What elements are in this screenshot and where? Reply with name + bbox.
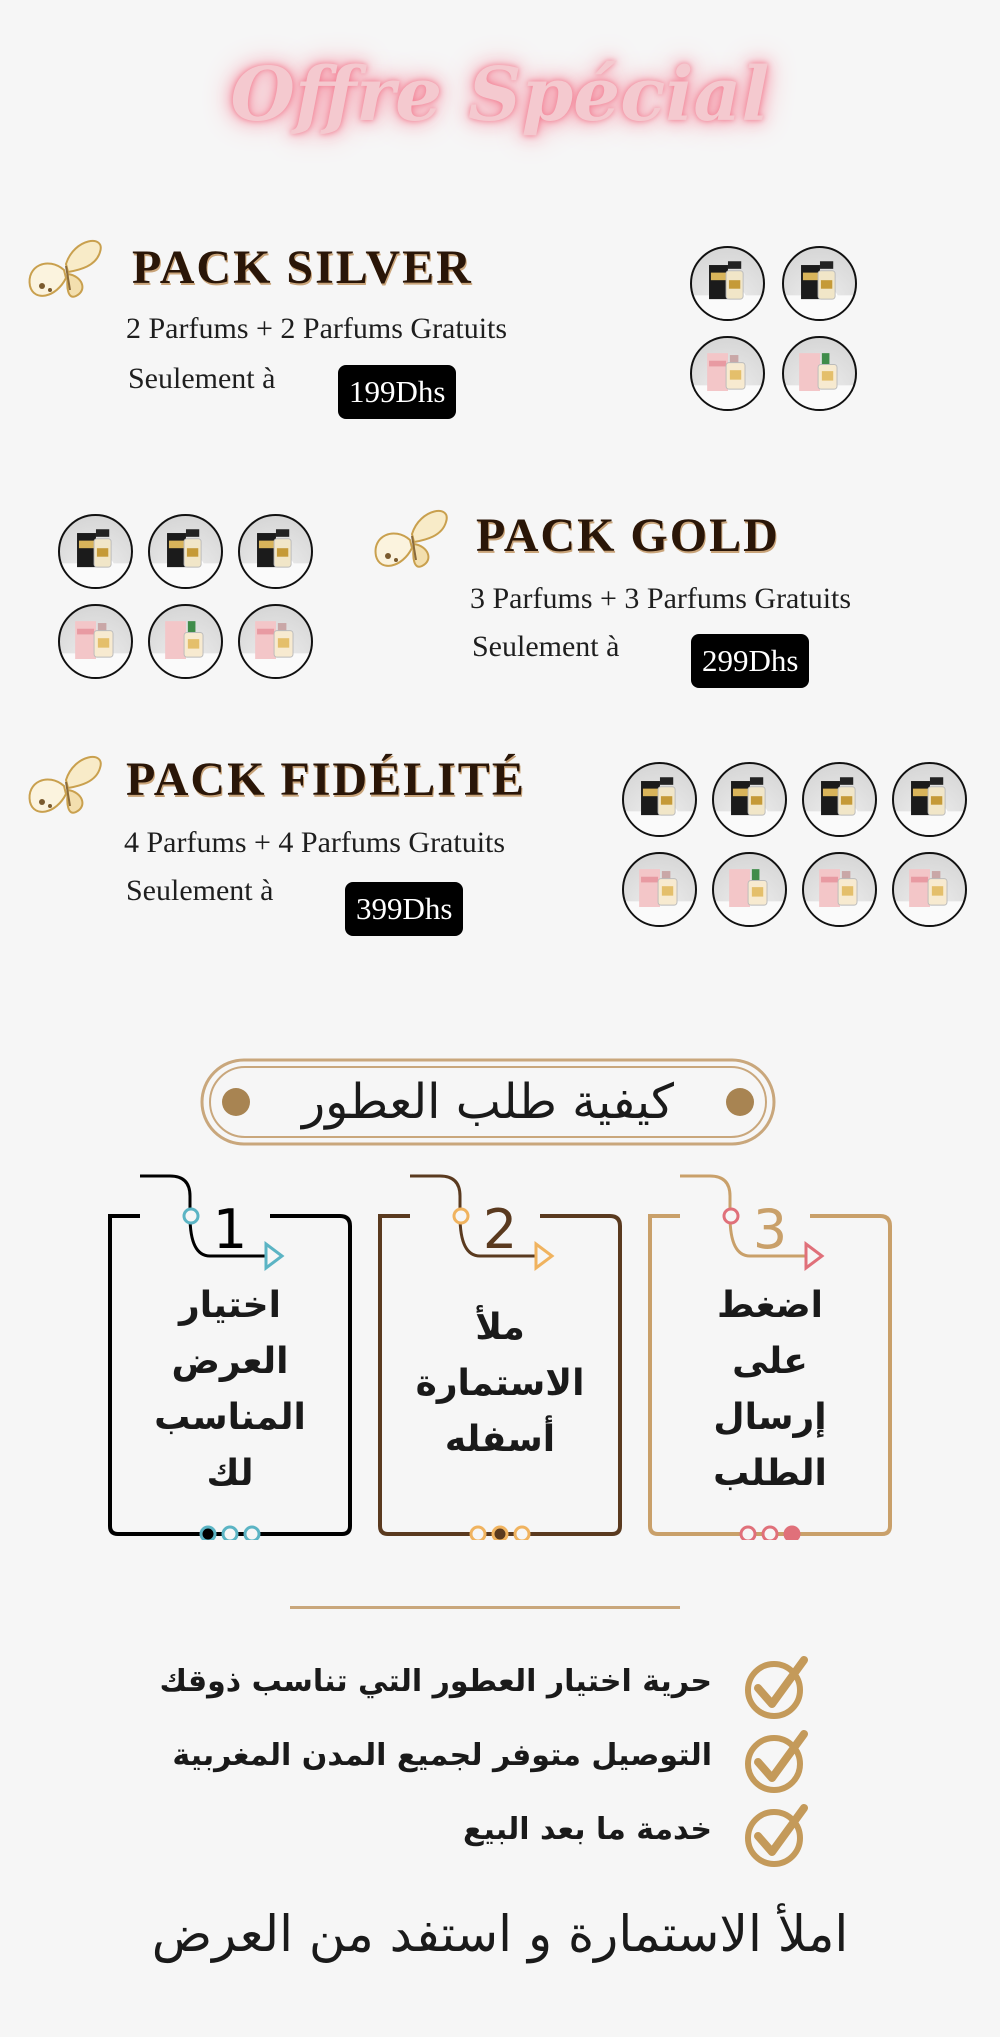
perfume-bottle-icon [622, 852, 697, 927]
step-3-text: اضغط على إرسال الطلب [713, 1285, 827, 1494]
checkmark-icon [740, 1800, 810, 1870]
perfume-bottle-icon [782, 246, 857, 321]
page-title: Offre Spécial [230, 52, 770, 138]
how-to-order-title: كيفية طلب العطور [301, 1074, 675, 1130]
pack-gold-title: PACK GOLD [476, 509, 780, 562]
cta-text: املأ الاستمارة و استفد من العرض [151, 1905, 849, 1963]
perfume-bottle-icon [622, 762, 697, 837]
step-number: 2 [482, 1198, 518, 1261]
divider [290, 1606, 680, 1609]
butterfly-icon [22, 230, 108, 316]
pack-fidelite-price: 399Dhs [345, 882, 463, 936]
pack-gold-detail: 3 Parfums + 3 Parfums Gratuits [470, 582, 852, 615]
pack-silver-price: 199Dhs [338, 365, 456, 419]
pack-gold-price-label: Seulement à [472, 630, 620, 663]
perfume-bottle-icon [802, 762, 877, 837]
butterfly-icon [22, 746, 108, 832]
step-2-text: ملأ الاستمارة أسفله [415, 1307, 585, 1460]
perfume-bottle-icon [712, 852, 787, 927]
pack-silver-detail: 2 Parfums + 2 Parfums Gratuits [126, 312, 508, 345]
perfume-bottle-icon [892, 852, 967, 927]
perfume-bottle-icon [58, 514, 133, 589]
perfume-bottle-icon [690, 246, 765, 321]
perfume-bottle-icon [238, 514, 313, 589]
pack-silver-title: PACK SILVER [132, 241, 473, 294]
perfume-bottle-icon [782, 336, 857, 411]
step-number: 1 [212, 1198, 248, 1261]
benefit-item: حرية اختيار العطور التي تناسب ذوقك [159, 1664, 712, 1699]
perfume-bottle-icon [690, 336, 765, 411]
pack-fidelite-detail: 4 Parfums + 4 Parfums Gratuits [124, 826, 506, 859]
benefit-item: خدمة ما بعد البيع [463, 1812, 712, 1847]
perfume-bottle-icon [58, 604, 133, 679]
pack-silver-price-label: Seulement à [128, 362, 276, 395]
perfume-bottle-icon [892, 762, 967, 837]
perfume-bottle-icon [148, 604, 223, 679]
pack-fidelite-title: PACK FIDÉLITÉ [126, 753, 526, 806]
pack-gold-price: 299Dhs [691, 634, 809, 688]
butterfly-icon [368, 500, 454, 586]
benefit-item: التوصيل متوفر لجميع المدن المغربية [172, 1738, 712, 1773]
checkmark-icon [740, 1726, 810, 1796]
checkmark-icon [740, 1652, 810, 1722]
perfume-bottle-icon [802, 852, 877, 927]
perfume-bottle-icon [712, 762, 787, 837]
pack-fidelite-price-label: Seulement à [126, 874, 274, 907]
perfume-bottle-icon [148, 514, 223, 589]
step-number: 3 [752, 1198, 788, 1261]
perfume-bottle-icon [238, 604, 313, 679]
step-1-text: اختيار العرض المناسب لك [154, 1285, 306, 1494]
